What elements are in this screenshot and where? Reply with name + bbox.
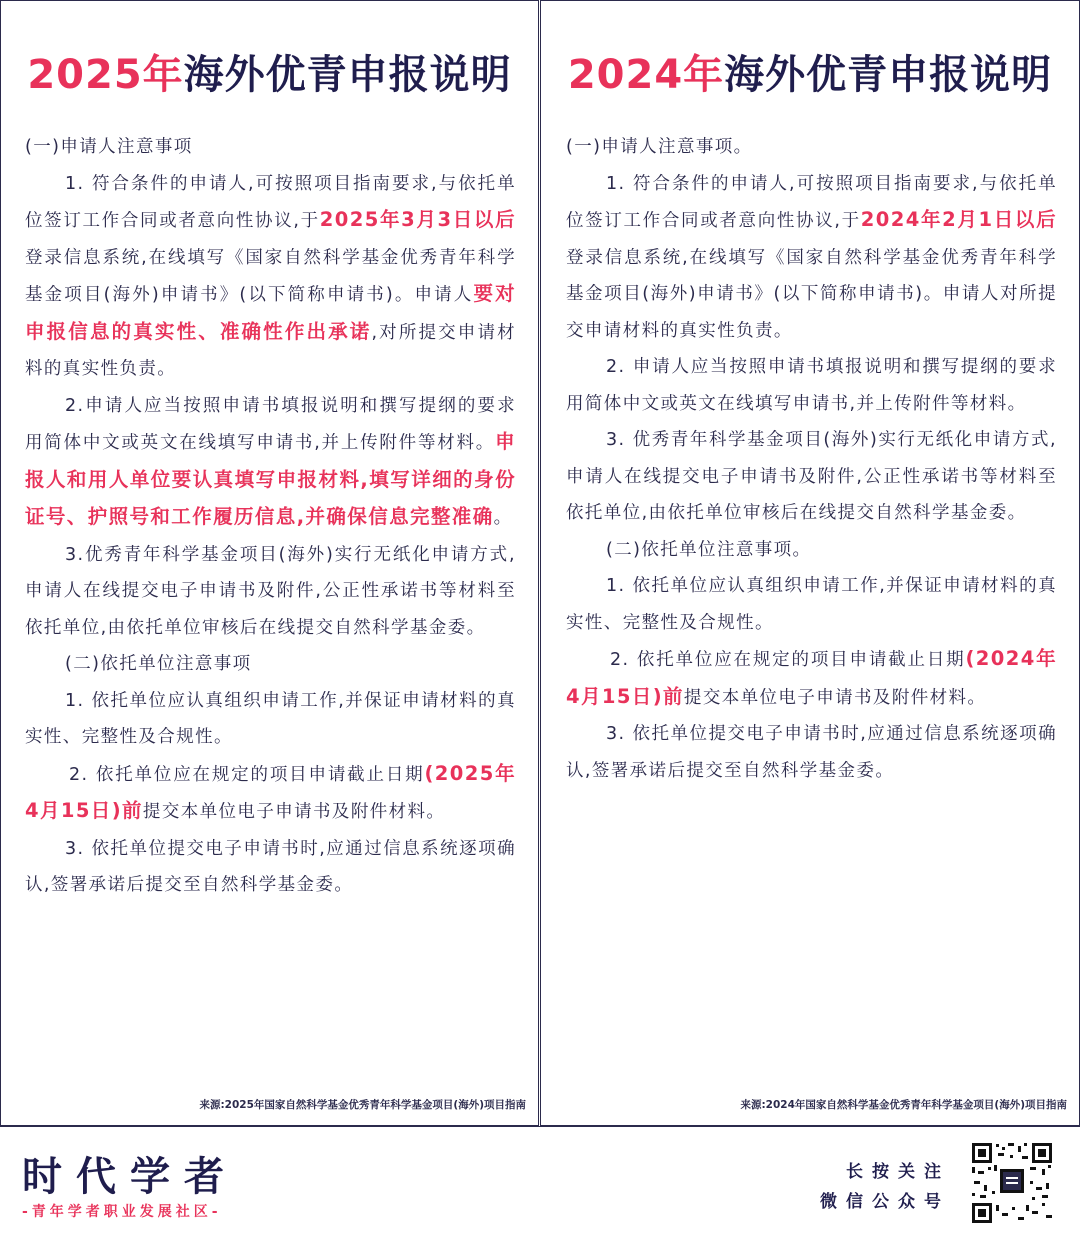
panel-2024 [540,0,1080,1126]
paragraph-1 [25,166,516,388]
paragraph-3: 3. 优秀青年科学基金项目(海外)实行无纸化申请方式,申请人在线提交电子申请书及附件,公正性承诺书等材料至依托单位,由依托单位审核后在线提交自然科学基金委。 [566,430,1057,523]
title-text: 海外优青申报说明 [724,52,1053,98]
text: ,对所提交申请材料的真实性负责。 [25,322,517,379]
text: 登录信息系统,在线填写《国家自然科学基金优秀青年科学基金项目(海外)申请书》(以下简称申请书)。申请人对所提交申请材料的真实性负责。 [566,247,1057,341]
source-note: 来源:2024年国家自然科学基金优秀青年科学基金项目(海外)项目指南 [740,1099,1067,1111]
highlight-identity: 申报人和用人单位要认真填写申报材料,填写详细的身份证号、护照号和工作履历信息,并确保信息完整准确 [25,430,516,528]
text: 登录信息系统,在线填写《国家自然科学基金优秀青年科学基金项目(海外)申请书》(以下简称申请书)。申请人 [25,247,516,305]
qr-code-icon[interactable] [970,1141,1054,1225]
page-title-2025 [1,43,538,100]
highlight-date: 2025年3月3日以后 [319,208,516,231]
highlight-commitment: 要对申报信息的真实性、准确性作出承诺 [25,282,516,343]
paragraph-1 [566,166,1057,350]
highlight-deadline: (2025年4月15日)前 [25,761,516,822]
text: 2. 依托单位应在规定的项目申请截止日期 [69,764,425,785]
institution-item-3: 3. 依托单位提交电子申请书时,应通过信息系统逐项确认,签署承诺后提交至自然科学基金委。 [566,724,1057,781]
footer-banner [0,1126,1080,1235]
source-note: 来源:2025年国家自然科学基金优秀青年科学基金项目(海外)项目指南 [199,1099,526,1111]
section-heading-institution: (二)依托单位注意事项 [65,654,252,674]
title-year: 2024年 [567,52,725,98]
follow-line-1: 长按关注 [846,1162,950,1182]
section-heading-applicant: (一)申请人注意事项 [25,137,193,157]
institution-item-2 [25,756,516,831]
follow-prompt [820,1157,950,1217]
section-heading-applicant: (一)申请人注意事项。 [566,137,753,157]
text: 2. 依托单位应在规定的项目申请截止日期 [610,650,966,670]
institution-item-1: 1. 依托单位应认真组织申请工作,并保证申请材料的真实性、完整性及合规性。 [25,690,516,747]
text: 1. 符合条件的申请人,可按照项目指南要求,与依托单位签订工作合同或者意向性协议,于 [25,173,516,231]
paragraph-2: 2. 申请人应当按照申请书填报说明和撰写提纲的要求用简体中文或英文在线填写申请书,并上传附件等材料。 [566,357,1057,414]
title-year: 2025年 [27,52,184,98]
institution-item-1: 1. 依托单位应认真组织申请工作,并保证申请材料的真实性、完整性及合规性。 [566,576,1057,633]
text: 提交本单位电子申请书及附件材料。 [142,802,446,822]
text: 1. 符合条件的申请人,可按照项目指南要求,与依托单位签订工作合同或者意向性协议,于 [566,173,1057,231]
institution-item-3: 3. 依托单位提交电子申请书时,应通过信息系统逐项确认,签署承诺后提交至自然科学基金委。 [25,838,516,895]
paragraph-3: 3.优秀青年科学基金项目(海外)实行无纸化申请方式,申请人在线提交电子申请书及附件,公正性承诺书等材料至依托单位,由依托单位审核后在线提交自然科学基金委。 [25,544,516,638]
text: 2.申请人应当按照申请书填报说明和撰写提纲的要求用简体中文或英文在线填写申请书,并上传附件等材料。 [25,395,516,453]
text: 提交本单位电子申请书及附件材料。 [683,687,987,708]
brand-name: 时代学者 [22,1154,238,1200]
highlight-deadline: (2024年4月15日)前 [566,647,1057,708]
page-title-2024 [541,43,1079,100]
follow-line-2: 微信公众号 [820,1192,950,1212]
text: 。 [493,508,513,528]
institution-item-2 [566,641,1057,716]
panel-2025 [0,0,539,1126]
body-text-2025 [25,129,516,904]
section-heading-institution: (二)依托单位注意事项。 [606,539,812,560]
body-text-2024 [566,129,1057,789]
title-text: 海外优青申报说明 [183,52,512,98]
paragraph-2 [25,388,516,537]
highlight-date: 2024年2月1日以后 [860,208,1057,231]
brand-slogan: -青年学者职业发展社区- [22,1204,222,1220]
